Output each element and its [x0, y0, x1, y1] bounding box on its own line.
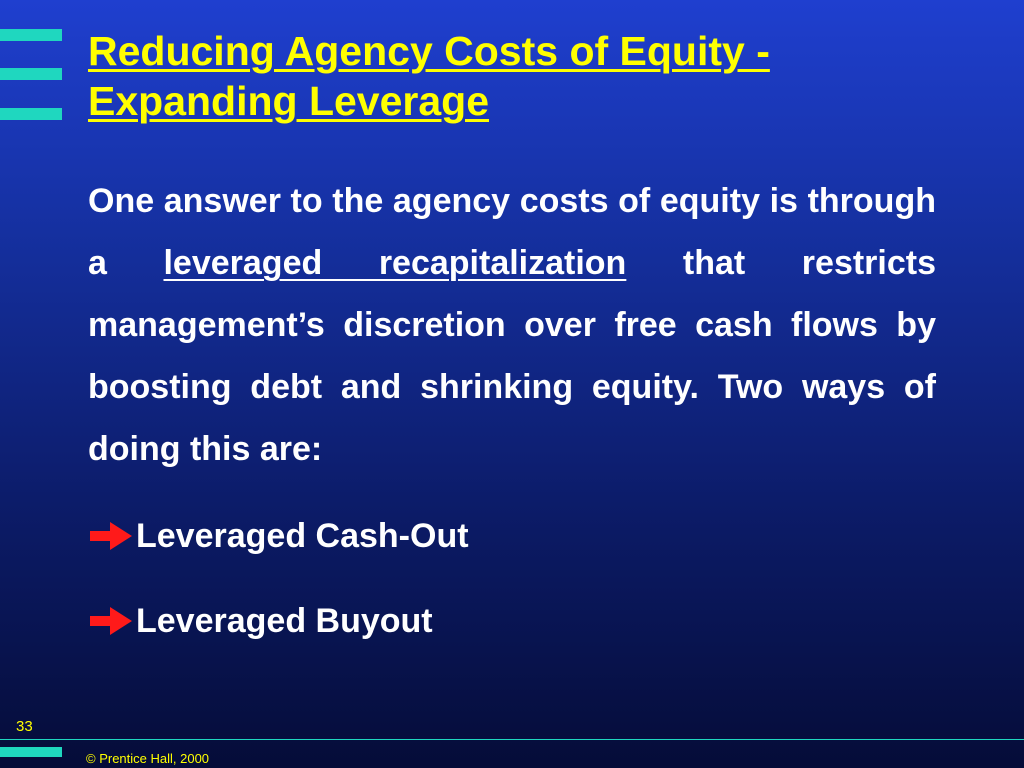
body-text-end: that restricts management’s discretion over free cash flows by boosting debt and shrinking equity. Two ways of doing this are:: [88, 244, 936, 468]
page-number: 33: [16, 718, 33, 735]
footer-deco-bar: [0, 747, 62, 757]
arrow-right-icon: [88, 605, 134, 637]
bullet-label-1: Leveraged Cash-Out: [136, 517, 469, 555]
copyright-notice: © Prentice Hall, 2000: [86, 751, 210, 766]
slide-title: [88, 26, 988, 126]
title-deco-bar-1: [0, 29, 62, 41]
leveraged-recapitalization-term: leveraged recapitalization: [163, 244, 627, 282]
bullet-item-1: [88, 516, 469, 556]
body-paragraph: [88, 170, 936, 480]
bullet-item-2: [88, 601, 433, 641]
slide-title-line2: Expanding Leverage: [88, 78, 490, 124]
arrow-right-icon: [88, 520, 134, 552]
title-deco-bar-2: [0, 68, 62, 80]
bullet-label-2: Leveraged Buyout: [136, 602, 433, 640]
footer-divider: [0, 739, 1024, 740]
slide-title-line1: Reducing Agency Costs of Equity -: [88, 28, 770, 74]
title-deco-bar-3: [0, 108, 62, 120]
body-text-start: One answer to the agency costs of equity is through a: [88, 182, 936, 282]
